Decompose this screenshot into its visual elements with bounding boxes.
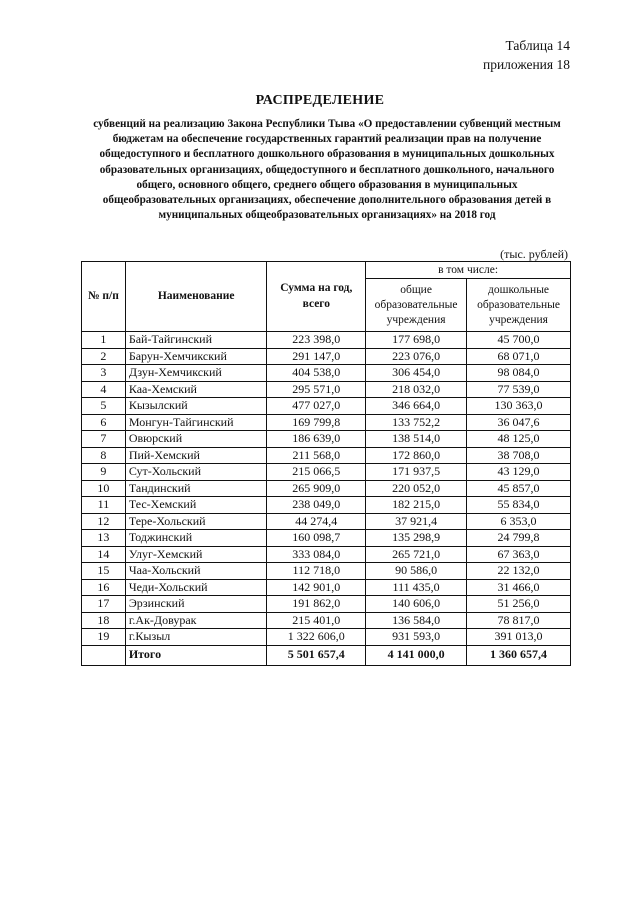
header-including: в том числе: [366,262,571,279]
row-num: 1 [82,332,126,349]
row-general: 346 664,0 [366,398,467,415]
header-sum: Сумма на год, всего [267,262,366,332]
total-preschool: 1 360 657,4 [467,645,571,665]
row-num: 19 [82,629,126,646]
row-preschool: 55 834,0 [467,497,571,514]
table-row [82,332,571,349]
row-num: 14 [82,546,126,563]
row-num: 7 [82,431,126,448]
row-sum: 169 799,8 [267,414,366,431]
row-name: Тес-Хемский [125,497,267,514]
row-name: г.Кызыл [125,629,267,646]
row-preschool: 77 539,0 [467,381,571,398]
document-title: РАСПРЕДЕЛЕНИЕ [255,93,385,108]
row-sum: 211 568,0 [267,447,366,464]
row-name: Бай-Тайгинский [125,332,267,349]
total-num-cell [82,645,126,665]
row-name: Тере-Хольский [125,513,267,530]
table-row [82,398,571,415]
row-sum: 215 066,5 [267,464,366,481]
row-general: 136 584,0 [366,612,467,629]
row-name: Улуг-Хемский [125,546,267,563]
row-num: 17 [82,596,126,613]
row-general: 171 937,5 [366,464,467,481]
header-name: Наименование [125,262,267,332]
row-general: 218 032,0 [366,381,467,398]
row-name: г.Ак-Довурак [125,612,267,629]
row-preschool: 68 071,0 [467,348,571,365]
table-row [82,464,571,481]
row-preschool: 6 353,0 [467,513,571,530]
row-preschool: 98 084,0 [467,365,571,382]
row-preschool: 31 466,0 [467,579,571,596]
row-general: 111 435,0 [366,579,467,596]
row-general: 223 076,0 [366,348,467,365]
row-preschool: 38 708,0 [467,447,571,464]
units-label: (тыс. рублей) [500,247,568,261]
row-sum: 191 862,0 [267,596,366,613]
row-num: 13 [82,530,126,547]
row-sum: 112 718,0 [267,563,366,580]
table-row [82,513,571,530]
table-row [82,447,571,464]
total-sum: 5 501 657,4 [267,645,366,665]
row-num: 12 [82,513,126,530]
row-general: 90 586,0 [366,563,467,580]
table-row [82,348,571,365]
row-sum: 44 274,4 [267,513,366,530]
row-name: Кызылский [125,398,267,415]
row-preschool: 45 700,0 [467,332,571,349]
row-preschool: 67 363,0 [467,546,571,563]
row-general: 172 860,0 [366,447,467,464]
row-name: Чаа-Хольский [125,563,267,580]
row-sum: 477 027,0 [267,398,366,415]
row-sum: 223 398,0 [267,332,366,349]
header-preschool: дошкольные образовательные учреждения [467,279,571,332]
row-name: Эрзинский [125,596,267,613]
row-general: 931 593,0 [366,629,467,646]
row-preschool: 43 129,0 [467,464,571,481]
row-preschool: 24 799,8 [467,530,571,547]
distribution-table [81,261,571,666]
table-row [82,546,571,563]
row-sum: 142 901,0 [267,579,366,596]
row-general: 177 698,0 [366,332,467,349]
row-preschool: 45 857,0 [467,480,571,497]
row-preschool: 48 125,0 [467,431,571,448]
total-label: Итого [125,645,267,665]
table-row [82,563,571,580]
row-sum: 215 401,0 [267,612,366,629]
row-name: Овюрский [125,431,267,448]
table-row [82,596,571,613]
row-num: 5 [82,398,126,415]
row-sum: 238 049,0 [267,497,366,514]
annex-reference [483,36,570,74]
row-num: 18 [82,612,126,629]
annex-table-number: Таблица 14 [505,38,570,53]
row-preschool: 22 132,0 [467,563,571,580]
table-row [82,629,571,646]
row-num: 10 [82,480,126,497]
row-sum: 404 538,0 [267,365,366,382]
row-name: Тоджинский [125,530,267,547]
total-general: 4 141 000,0 [366,645,467,665]
table-row [82,480,571,497]
row-sum: 1 322 606,0 [267,629,366,646]
table-row [82,431,571,448]
row-name: Сут-Хольский [125,464,267,481]
table-row [82,612,571,629]
table-row [82,579,571,596]
row-general: 265 721,0 [366,546,467,563]
row-num: 2 [82,348,126,365]
table-body [82,332,571,646]
table-row-total [82,645,571,665]
row-general: 133 752,2 [366,414,467,431]
row-general: 138 514,0 [366,431,467,448]
row-num: 9 [82,464,126,481]
row-name: Барун-Хемчикский [125,348,267,365]
row-preschool: 130 363,0 [467,398,571,415]
row-general: 135 298,9 [366,530,467,547]
row-sum: 186 639,0 [267,431,366,448]
table-row [82,530,571,547]
document-subtitle: субвенций на реализацию Закона Республики Тыва «О предоставлении субвенций местным бюджетам на обеспечение государственных гарантий реализации прав на получение общедоступного и бесплатного дошкольного образования в муниципальных дошкольных образовательных организациях, общедоступного и бесплатного дошкольного, начального общего, основного общего, среднего общего образования в муниципальных общеобразовательных организациях, обеспечение дополнительного образования детей в муниципальных общеобразовательных организациях» на 2018 год [93,118,561,222]
row-name: Пий-Хемский [125,447,267,464]
table-row [82,497,571,514]
row-preschool: 78 817,0 [467,612,571,629]
row-preschool: 51 256,0 [467,596,571,613]
row-num: 11 [82,497,126,514]
row-general: 140 606,0 [366,596,467,613]
row-preschool: 36 047,6 [467,414,571,431]
row-name: Каа-Хемский [125,381,267,398]
table-row [82,381,571,398]
row-name: Тандинский [125,480,267,497]
row-name: Монгун-Тайгинский [125,414,267,431]
row-num: 15 [82,563,126,580]
header-num: № п/п [82,262,126,332]
row-num: 3 [82,365,126,382]
row-name: Чеди-Хольский [125,579,267,596]
row-num: 8 [82,447,126,464]
row-sum: 265 909,0 [267,480,366,497]
header-general: общие образовательные учреждения [366,279,467,332]
row-sum: 295 571,0 [267,381,366,398]
row-general: 37 921,4 [366,513,467,530]
row-general: 220 052,0 [366,480,467,497]
table-row [82,414,571,431]
row-num: 4 [82,381,126,398]
row-general: 182 215,0 [366,497,467,514]
row-preschool: 391 013,0 [467,629,571,646]
row-sum: 160 098,7 [267,530,366,547]
annex-appendix-number: приложения 18 [482,57,570,72]
row-num: 16 [82,579,126,596]
row-name: Дзун-Хемчикский [125,365,267,382]
row-general: 306 454,0 [366,365,467,382]
table-row [82,365,571,382]
row-num: 6 [82,414,126,431]
row-sum: 291 147,0 [267,348,366,365]
row-sum: 333 084,0 [267,546,366,563]
